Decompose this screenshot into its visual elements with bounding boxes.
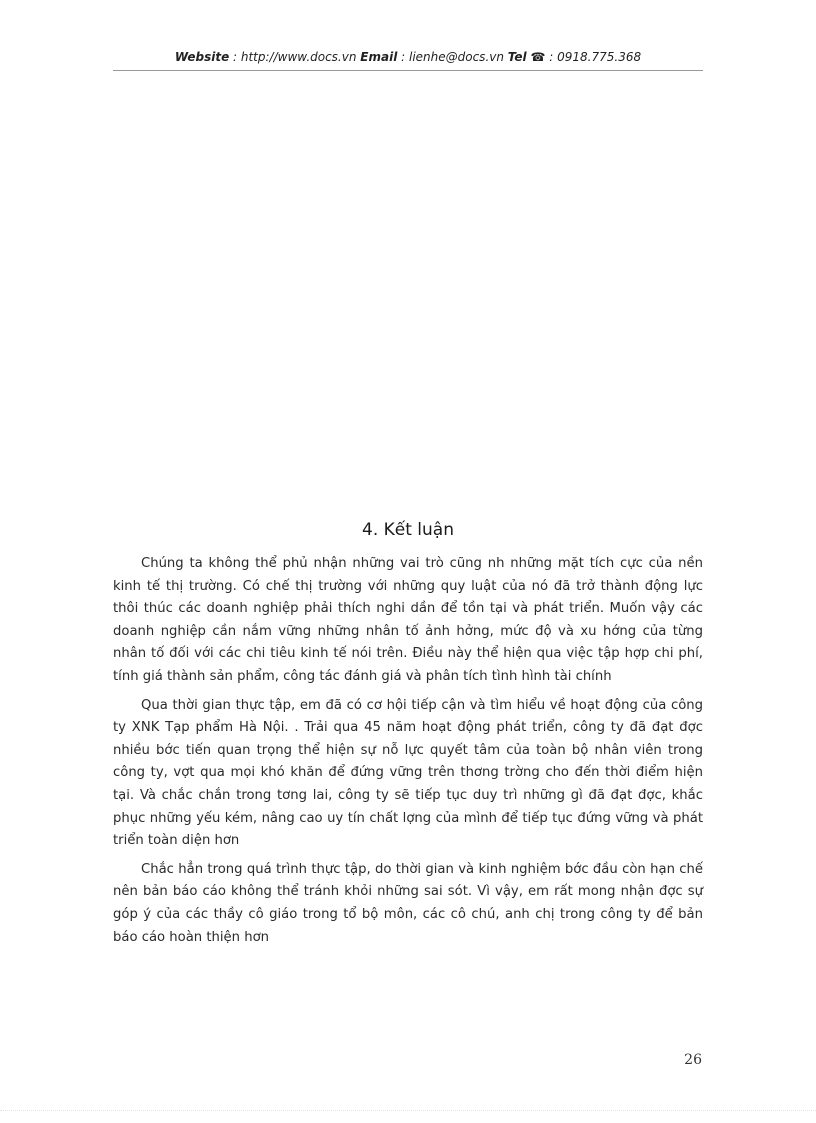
- telephone-icon: ☎: [530, 50, 546, 64]
- email-label: Email: [360, 50, 398, 64]
- page-bottom-divider: [0, 1110, 816, 1111]
- email-value: : lienhe@docs.vn: [397, 50, 508, 64]
- section-title: 4. Kết luận: [362, 520, 454, 540]
- tel-label: Tel: [507, 50, 527, 64]
- tel-value: : 0918.775.368: [545, 50, 642, 64]
- website-value: : http://www.docs.vn: [229, 50, 361, 64]
- paragraph-conclusion-3: Chắc hẳn trong quá trình thực tập, do thời gian và kinh nghiệm bớc đầu còn hạn chế nên bản báo cáo không thể tránh khỏi những sai sót. Vì vậy, em rất mong nhận đợc sự góp ý của các thầy cô giáo trong tổ bộ môn, các cô chú, anh chị trong công ty để bản báo cáo hoàn thiện hơn: [113, 861, 703, 945]
- paragraph-conclusion-2: Qua thời gian thực tập, em đã có cơ hội tiếp cận và tìm hiểu về hoạt động của công ty XNK Tạp phẩm Hà Nội. . Trải qua 45 năm hoạt động phát triển, công ty đã đạt đợc nhiều bớc tiến quan trọng thể hiện sự nỗ lực quyết tâm của toàn bộ nhân viên trong công ty, vợt qua mọi khó khăn để đứng vững trên thơng trờng cho đến thời điểm hiện tại. Và chắc chắn trong tơng lai, công ty sẽ tiếp tục duy trì những gì đã đạt đợc, khắc phục những yếu kém, nâng cao uy tín chất lợng của mình để tiếp tục đứng vững và phát triển toàn diện hơn: [113, 697, 703, 849]
- page-number: 26: [684, 1052, 702, 1068]
- header-divider: [113, 70, 703, 71]
- page-header: [113, 50, 703, 64]
- website-label: Website: [174, 50, 230, 64]
- paragraph-conclusion-1: Chúng ta không thể phủ nhận những vai trò cũng nh những mặt tích cực của nền kinh tế thị trường. Có chế thị trường với những quy luật của nó đã trở thành động lực thôi thúc các doanh nghiệp phải thích nghi dần để tồn tại và phát triển. Muốn vậy các doanh nghiệp cần nắm vững những nhân tố ảnh hởng, mức độ và xu hớng của từng nhân tố đối với các chi tiêu kinh tế nói trên. Điều này thể hiện qua việc tập hợp chi phí, tính giá thành sản phẩm, công tác đánh giá và phân tích tình hình tài chính: [113, 556, 703, 684]
- body-text: [113, 553, 703, 955]
